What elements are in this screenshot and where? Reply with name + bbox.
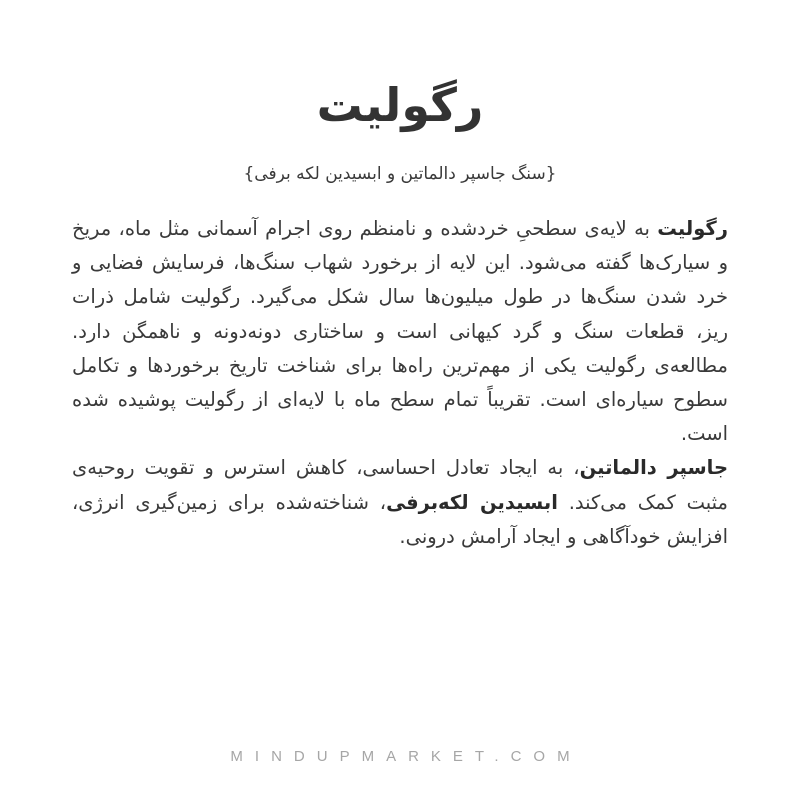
paragraph-text: ، شناخته‌شده برای زمین‌گیری انرژی، افزایش خودآگاهی و ایجاد آرامش درونی. [72, 490, 728, 548]
subtitle: {سنگ جاسپر دالماتین و ابسیدین لکه برفی} [243, 164, 557, 184]
paragraph-stones [72, 451, 728, 554]
page-title: رگولیت [316, 78, 484, 132]
paragraph-text: ، به ایجاد تعادل احساسی، کاهش استرس و تقویت روحیه‌ی مثبت کمک می‌کند. [72, 456, 728, 514]
bold-term-dalmatian-jasper: جاسپر دالماتین [579, 456, 729, 480]
paragraph-text: به لایه‌ی سطحیِ خردشده و نامنظم روی اجرام آسمانی مثل ماه، مریخ و سیارک‌ها گفته می‌شود. این لایه از برخورد شهاب سنگ‌ها، فرسایش فضایی و خرد شدن سنگ‌ها در طول میلیون‌ها سال شکل می‌گیرد. رگولیت شامل ذرات ریز، قطعات سنگ و گرد کیهانی است و ساختاری دونه‌دونه و ناهمگن دارد. مطالعه‌ی رگولیت یکی از مهم‌ترین راه‌ها برای شناخت تاریخ برخوردها و تکامل سطوح سیاره‌ای است. تقریباً تمام سطح ماه با لایه‌ای از رگولیت پوشیده شده است. [72, 217, 728, 446]
site-url-footer: MINDUPMARKET.COM [230, 748, 582, 765]
body-text [72, 212, 728, 554]
bold-term-regolith: رگولیت [657, 217, 728, 240]
paragraph-regolith [72, 212, 728, 451]
bold-term-snowflake-obsidian: ابسیدین لکه‌برفی [386, 490, 558, 514]
